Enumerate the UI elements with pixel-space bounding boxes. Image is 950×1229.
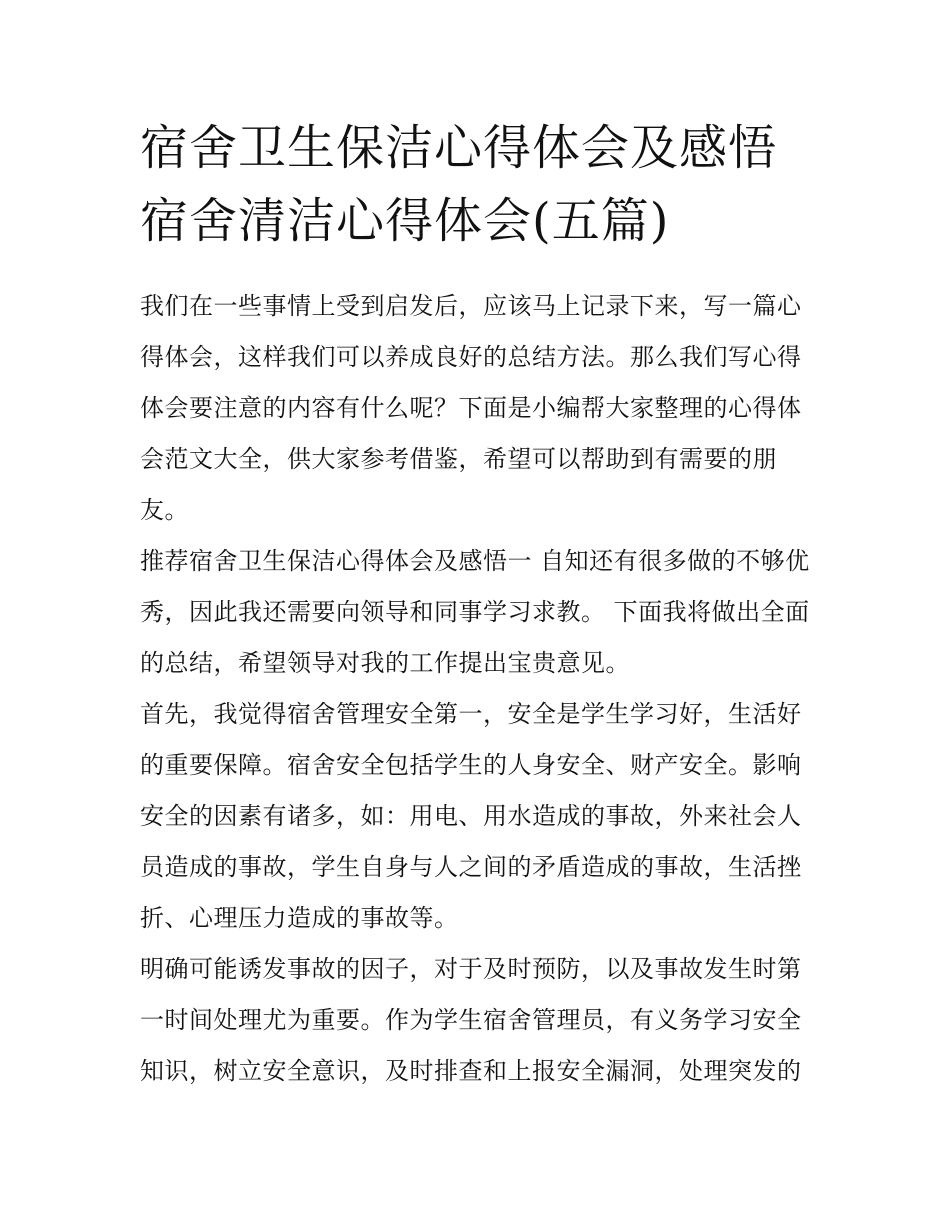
document-body [140,281,812,1097]
paragraph-recommend: 推荐宿舍卫生保洁心得体会及感悟一 自知还有很多做的不够优秀，因此我还需要向领导和同事学习求教。 下面我将做出全面的总结，希望领导对我的工作提出宝贵意见。 [140,547,810,677]
paragraph-hazard-factors: 明确可能诱发事故的因子，对于及时预防，以及事故发生时第一时间处理尤为重要。作为学生宿舍管理员，有义务学习安全知识，树立安全意识，及时排查和上报安全漏洞，处理突发的 [140,955,802,1085]
paragraph-intro: 我们在一些事情上受到启发后，应该马上记录下来，写一篇心得体会，这样我们可以养成良好的总结方法。那么我们写心得体会要注意的内容有什么呢？下面是小编帮大家整理的心得体会范文大全，供大家参考借鉴，希望可以帮助到有需要的朋友。 [140,292,802,524]
title-line-1: 宿舍卫生保洁心得体会及感悟 [140,120,778,176]
paragraph-safety-first: 首先，我觉得宿舍管理安全第一，安全是学生学习好，生活好的重要保障。宿舍安全包括学生的人身安全、财产安全。影响安全的因素有诸多，如：用电、用水造成的事故，外来社会人员造成的事故，学生自身与人之间的矛盾造成的事故，生活挫折、心理压力造成的事故等。 [140,700,802,932]
document-title [140,112,820,258]
title-line-2: 宿舍清洁心得体会(五篇) [140,193,670,249]
